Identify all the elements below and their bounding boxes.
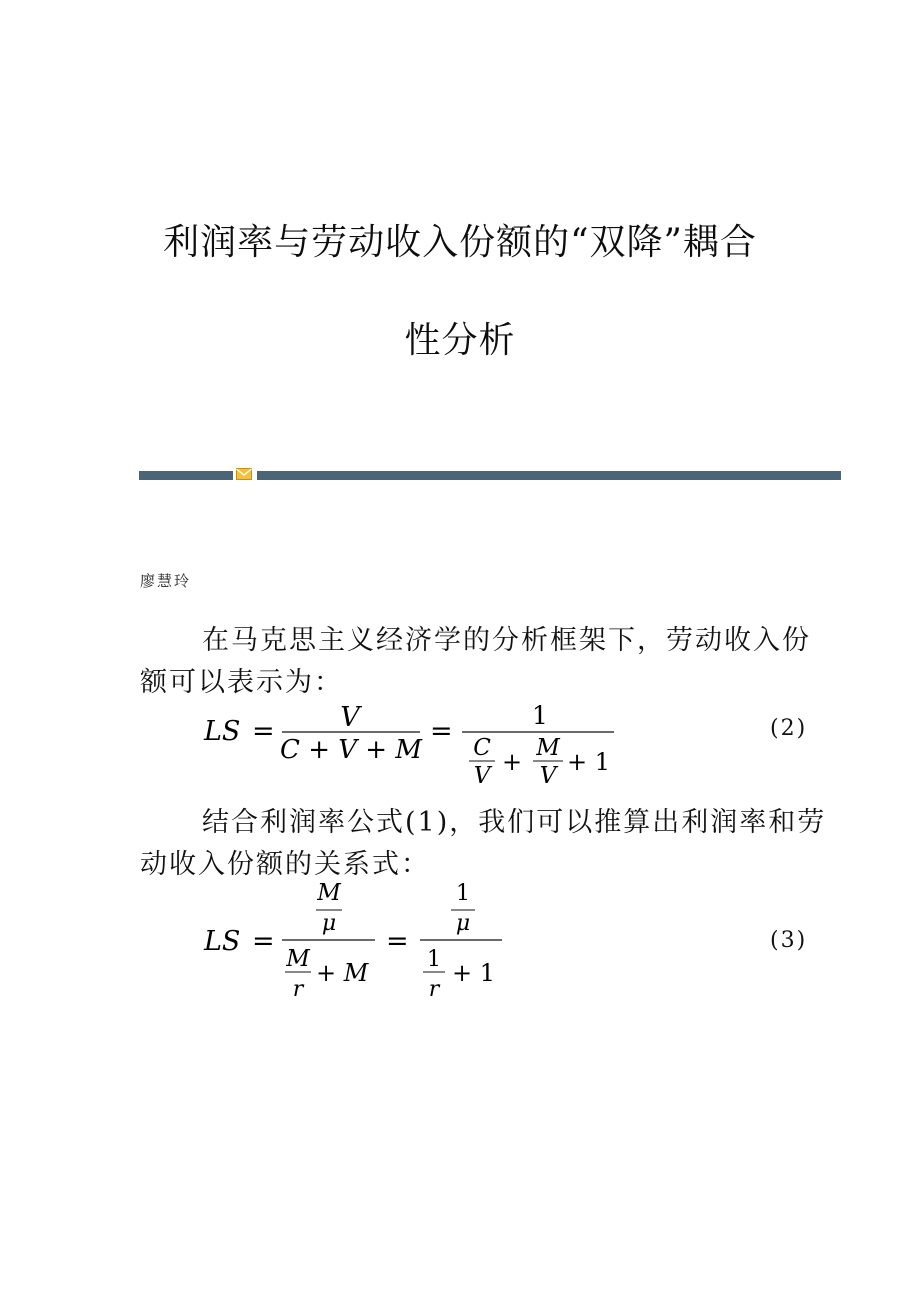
- eq2-lhs: LS: [204, 716, 241, 747]
- eq3-f2-den-denominator: r: [428, 977, 440, 1002]
- eq3-f1-num-numerator: M: [317, 880, 341, 906]
- eq2-sub-a-denominator: V: [473, 763, 491, 786]
- envelope-icon: [236, 467, 252, 481]
- divider-left: [139, 471, 233, 480]
- eq2-equals-1: =: [252, 716, 275, 747]
- eq3-f2-den-numerator: 1: [427, 947, 441, 972]
- eq3-equals-2: =: [386, 926, 409, 957]
- eq2-tail: + 1: [567, 748, 611, 776]
- eq3-equals-1: =: [252, 926, 275, 957]
- equation-2: [190, 700, 620, 786]
- equation-2-label: (2): [770, 716, 808, 741]
- eq3-f1-den-denominator: r: [292, 977, 304, 1002]
- divider-right: [257, 471, 841, 480]
- eq2-f2-numerator: 1: [532, 701, 548, 730]
- eq3-lhs: LS: [204, 926, 241, 957]
- eq3-f2-num-numerator: 1: [456, 881, 470, 906]
- eq2-sub-b-denominator: V: [539, 763, 557, 786]
- eq3-f2-num-denominator: μ: [455, 911, 471, 936]
- paragraph-1: [140, 620, 830, 704]
- paragraph-1-text: 在马克思主义经济学的分析框架下，劳动收入份额可以表示为：: [140, 625, 811, 698]
- eq2-sub-a-numerator: C: [473, 735, 491, 761]
- eq3-f1-den-tail: + M: [316, 959, 369, 987]
- page-title-line-1: 利润率与劳动收入份额的“双降”耦合: [163, 222, 757, 263]
- eq2-equals-2: =: [430, 716, 453, 747]
- equation-3-label: (3): [770, 928, 808, 953]
- eq2-sub-b-numerator: M: [536, 735, 560, 761]
- page-title-line-2: 性分析: [404, 320, 516, 361]
- eq3-f2-den-tail: + 1: [452, 959, 496, 987]
- eq2-f1-numerator: V: [340, 702, 360, 733]
- eq2-plus: +: [502, 748, 523, 776]
- author-name: 廖慧玲: [140, 572, 192, 590]
- eq3-f1-den-numerator: M: [286, 946, 310, 972]
- paragraph-2-text: 结合利润率公式(1)，我们可以推算出利润率和劳动收入份额的关系式：: [140, 807, 827, 880]
- equation-3: [190, 874, 520, 1004]
- eq3-f1-num-denominator: μ: [321, 911, 337, 936]
- eq2-f1-denominator: C + V + M: [280, 735, 422, 765]
